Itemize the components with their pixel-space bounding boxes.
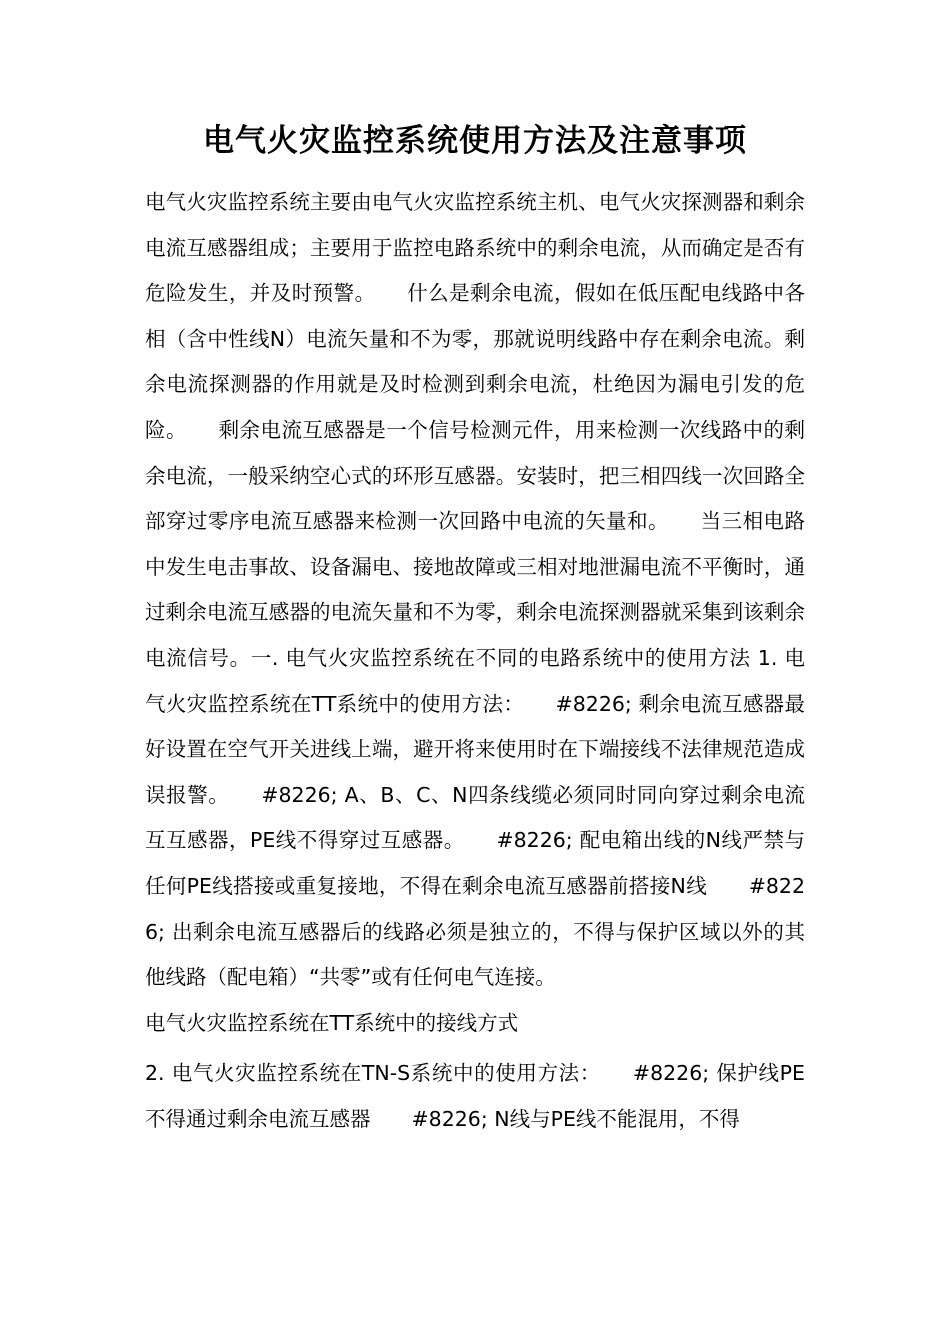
body-paragraph-tns-usage: 2. 电气火灾监控系统在TN-S系统中的使用方法： #8226; 保护线PE不得通过剩余电流互感器 #8226; N线与PE线不能混用，不得 — [145, 1061, 805, 1131]
body-paragraph-intro: 电气火灾监控系统主要由电气火灾监控系统主机、电气火灾探测器和剩余电流互感器组成；主要用于监控电路系统中的剩余电流，从而确定是否有危险发生，并及时预警。 什么是剩余电流，假如在低压配电线路中各相（含中性线N）电流矢量和不为零，那就说明线路中存在剩余电流。剩余电流探测器的作用就是及时检测到剩余电流，杜绝因为漏电引发的危险。 剩余电流互感器是一个信号检测元件，用来检测一次线路中的剩余电流，一般采纳空心式的环形互感器。安装时，把三相四线一次回路全部穿过零序电流互感器来检测一次回路中电流的矢量和。 当三相电路中发生电击事故、设备漏电、接地故障或三相对地泄漏电流不平衡时，通过剩余电流互感器的电流矢量和不为零，剩余电流探测器就采集到该剩余电流信号。一. 电气火灾监控系统在不同的电路系统中的使用方法 1. 电气火灾监控系统在TT系统中的使用方法： #8226; 剩余电流互感器最好设置在空气开关进线上端，避开将来使用时在下端接线不法律规范造成误报警。 #8226; A、B、C、N四条线缆必须同时同向穿过剩余电流互互感器，PE线不得穿过互感器。 #8226; 配电箱出线的N线严禁与任何PE线搭接或重复接地，不得在剩余电流互感器前搭接N线 #8226; 出剩余电流互感器后的线路必须是独立的，不得与保护区域以外的其他线路（配电箱）“共零”或有任何电气连接。 — [145, 190, 805, 990]
body-paragraph-tt-wiring-caption: 电气火灾监控系统在TT系统中的接线方式 — [145, 1011, 519, 1035]
document-title: 电气火灾监控系统使用方法及注意事项 — [203, 123, 747, 159]
